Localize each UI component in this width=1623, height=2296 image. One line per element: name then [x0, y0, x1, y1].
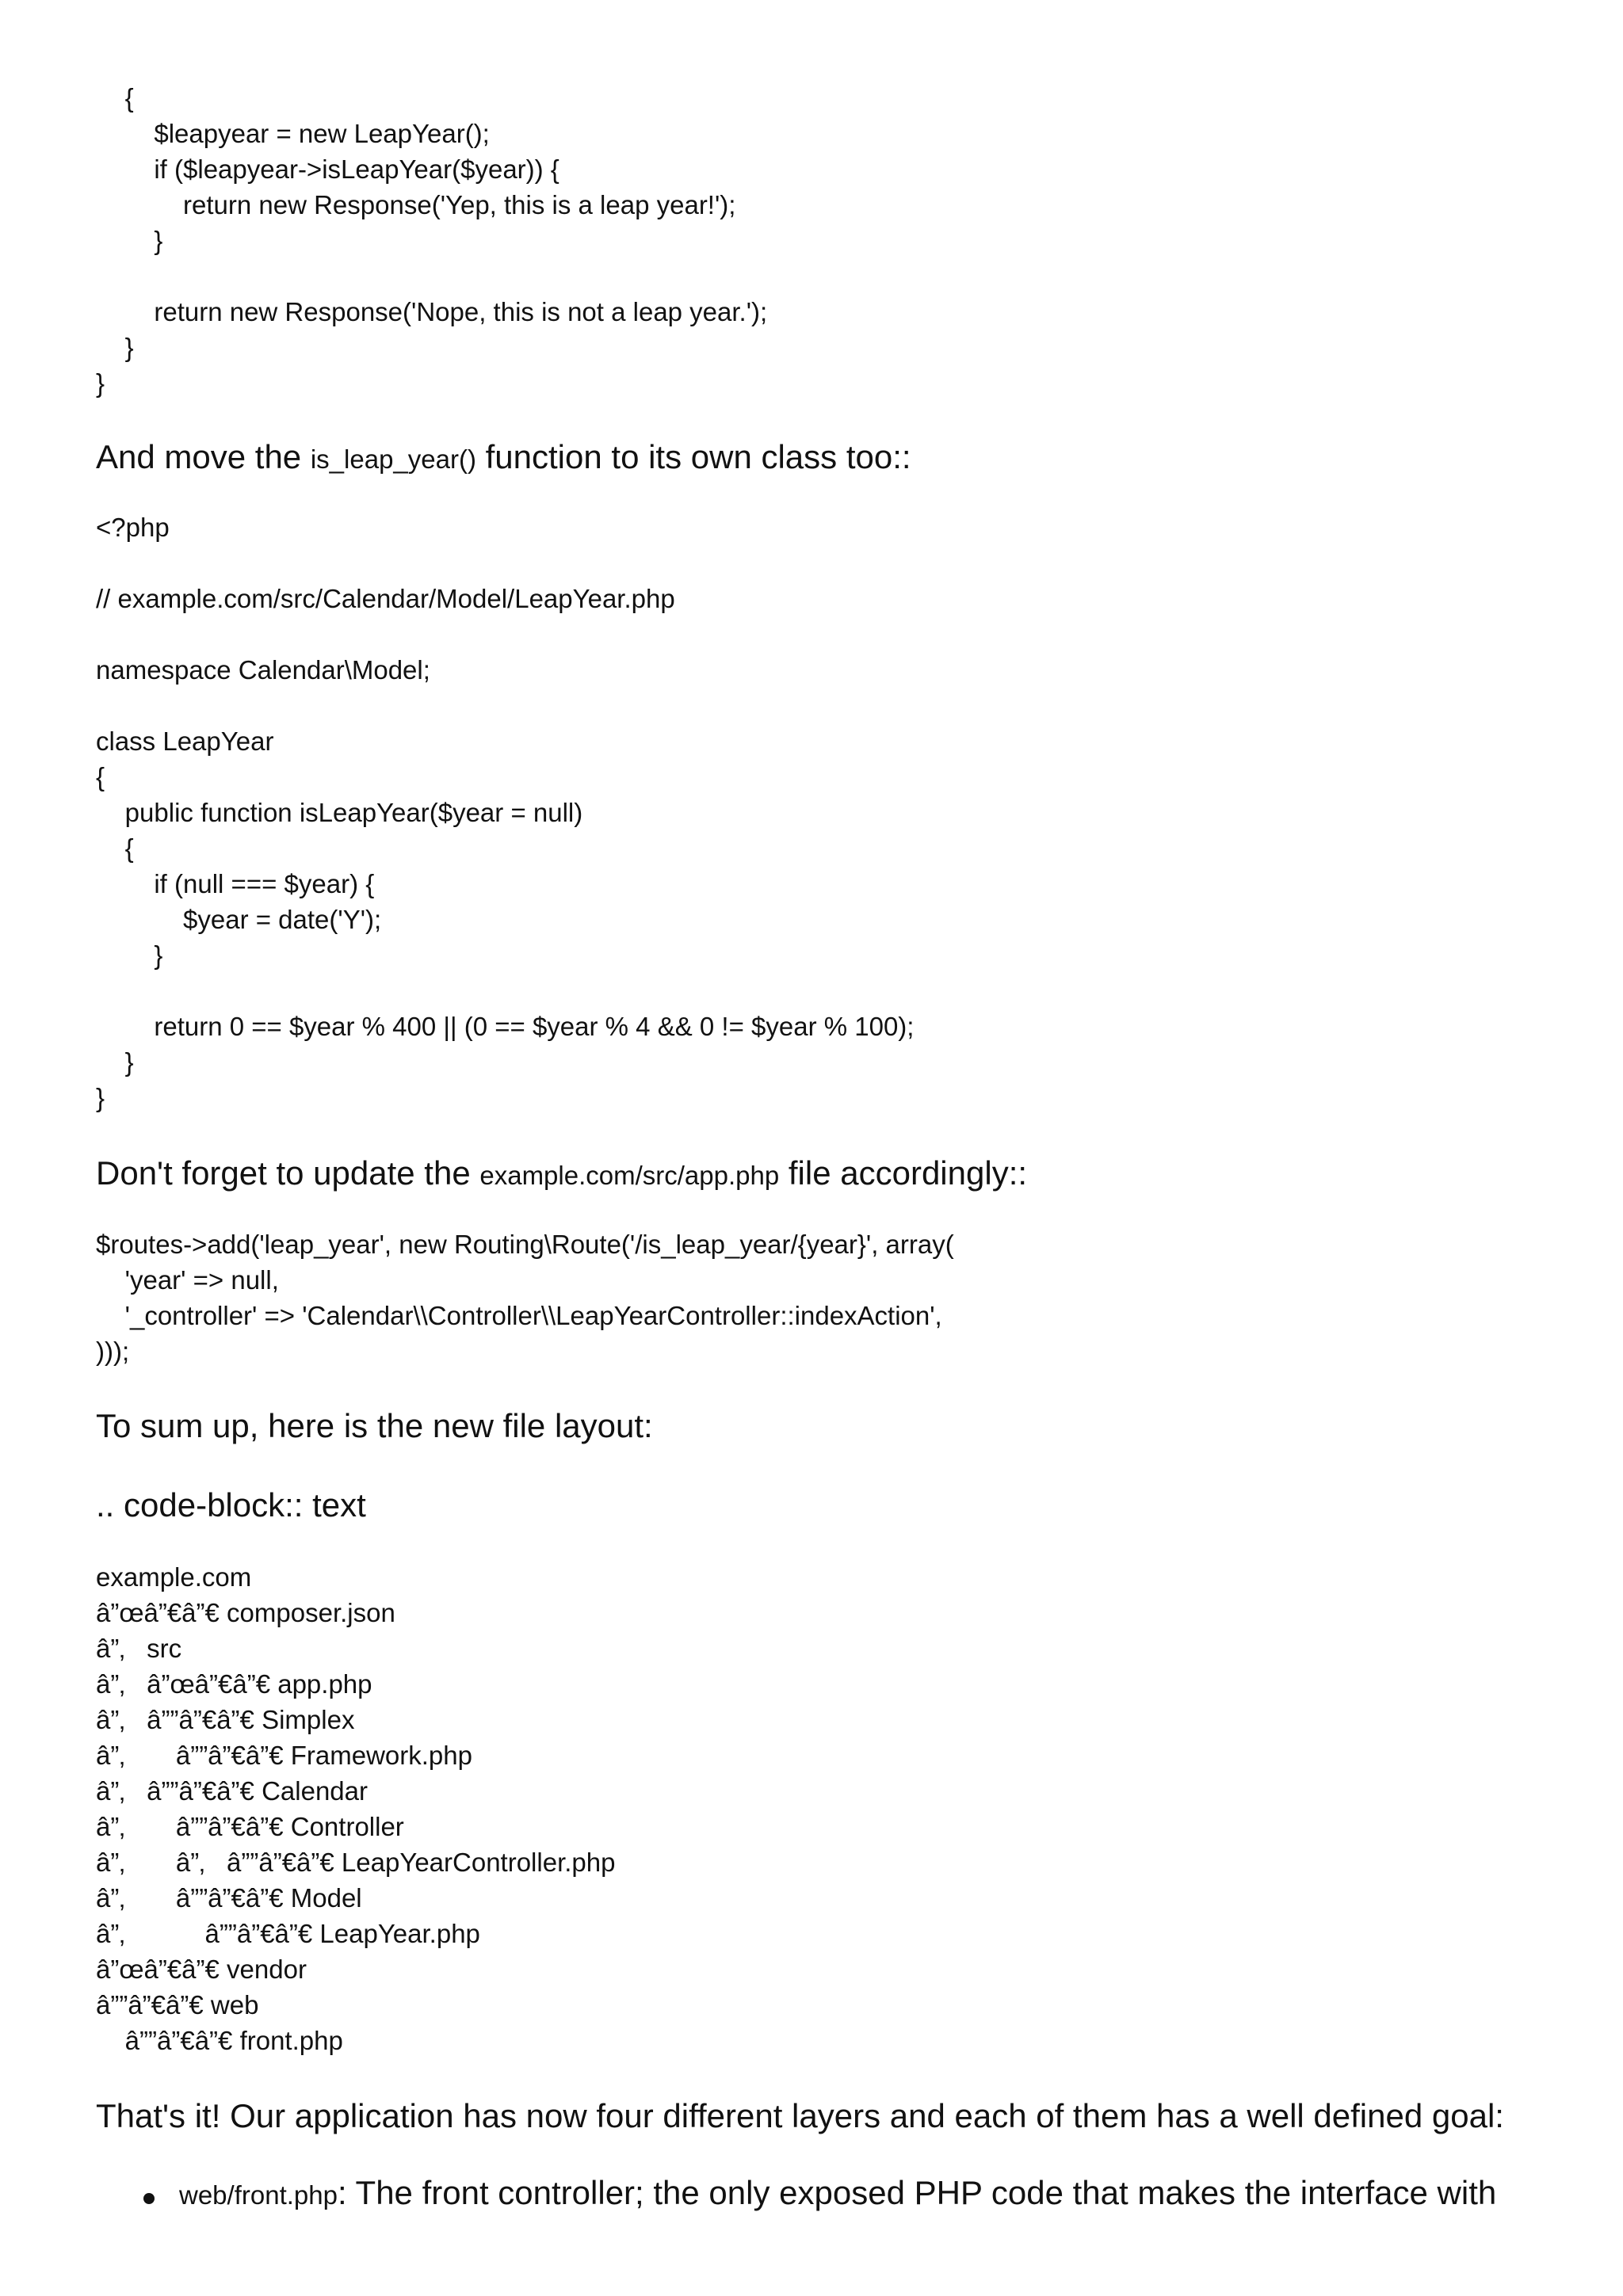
code-line: $routes->add('leap_year', new Routing\Route('/is_leap_year/{year}', array( [96, 1230, 954, 1259]
code-line: <?php [96, 513, 170, 542]
code-line: } [96, 1083, 105, 1112]
inline-code: web/front.php [179, 2180, 338, 2210]
code-line: { [96, 833, 134, 863]
prose-text: function to its own class too:: [485, 438, 911, 475]
file-tree-line: â”‚ â”‚ â””â”€â”€ LeapYearController.php [96, 1848, 616, 1877]
code-line: { [96, 762, 105, 791]
file-tree-line: â”‚ â””â”€â”€ Controller [96, 1812, 404, 1841]
code-line: } [96, 940, 163, 970]
code-line: $year = date('Y'); [96, 905, 382, 934]
code-line: } [96, 333, 134, 362]
code-line: public function isLeapYear($year = null) [96, 798, 583, 827]
paragraph-sum-up: To sum up, here is the new file layout: [96, 1407, 653, 1444]
paragraph-update-app [96, 1154, 1027, 1196]
code-line: $leapyear = new LeapYear(); [96, 119, 490, 148]
file-tree-line: â”œâ”€â”€ vendor [96, 1955, 307, 1984]
code-line: return new Response('Yep, this is a leap year!'); [96, 190, 736, 219]
prose-text: file accordingly:: [788, 1154, 1028, 1192]
paragraph-code-block-directive: .. code-block:: text [96, 1486, 366, 1524]
paragraph-move-function [96, 437, 911, 479]
code-line: namespace Calendar\Model; [96, 655, 430, 685]
code-line: class LeapYear [96, 727, 274, 756]
code-line: 'year' => null, [96, 1265, 279, 1295]
code-line: if ($leapyear->isLeapYear($year)) { [96, 154, 559, 184]
inline-code: is_leap_year() [310, 444, 476, 474]
code-line: // example.com/src/Calendar/Model/LeapYear.php [96, 584, 675, 613]
code-line: '_controller' => 'Calendar\\Controller\\LeapYearController::indexAction', [96, 1301, 942, 1330]
inline-code: example.com/src/app.php [479, 1161, 780, 1190]
file-tree-line: â”‚ â””â”€â”€ Calendar [96, 1776, 368, 1806]
prose-text: And move the [96, 438, 302, 475]
code-line: } [96, 1047, 134, 1077]
file-tree-line: â”‚ â””â”€â”€ Framework.php [96, 1741, 472, 1770]
code-line: if (null === $year) { [96, 869, 375, 898]
code-line: } [96, 226, 163, 255]
bullet-icon [143, 2193, 155, 2204]
file-tree-line: â”‚ src [96, 1634, 182, 1663]
code-line: { [96, 83, 134, 113]
prose-text: : The front controller; the only exposed PHP code that makes the interface with [337, 2174, 1497, 2211]
code-line: return 0 == $year % 400 || (0 == $year % 4 && 0 != $year % 100); [96, 1012, 915, 1041]
code-line: ))); [96, 1337, 130, 1366]
file-tree-line: â”‚ â””â”€â”€ Simplex [96, 1705, 355, 1734]
file-tree-line: â””â”€â”€ web [96, 1990, 259, 2019]
file-tree-line: â”‚ â””â”€â”€ Model [96, 1883, 362, 1913]
file-tree-line: â””â”€â”€ front.php [96, 2026, 343, 2055]
code-line: } [96, 368, 105, 398]
file-tree-line: â”‚ â”œâ”€â”€ app.php [96, 1669, 372, 1699]
file-tree-line: â”œâ”€â”€ composer.json [96, 1598, 395, 1627]
file-tree-line: example.com [96, 1562, 252, 1592]
prose-text: Don't forget to update the [96, 1154, 471, 1192]
bullet-text [179, 2173, 1496, 2215]
file-tree-line: â”‚ â””â”€â”€ LeapYear.php [96, 1919, 480, 1948]
paragraph-conclusion: That's it! Our application has now four different layers and each of them has a well defined goal: [96, 2097, 1504, 2134]
code-line: return new Response('Nope, this is not a leap year.'); [96, 297, 768, 326]
